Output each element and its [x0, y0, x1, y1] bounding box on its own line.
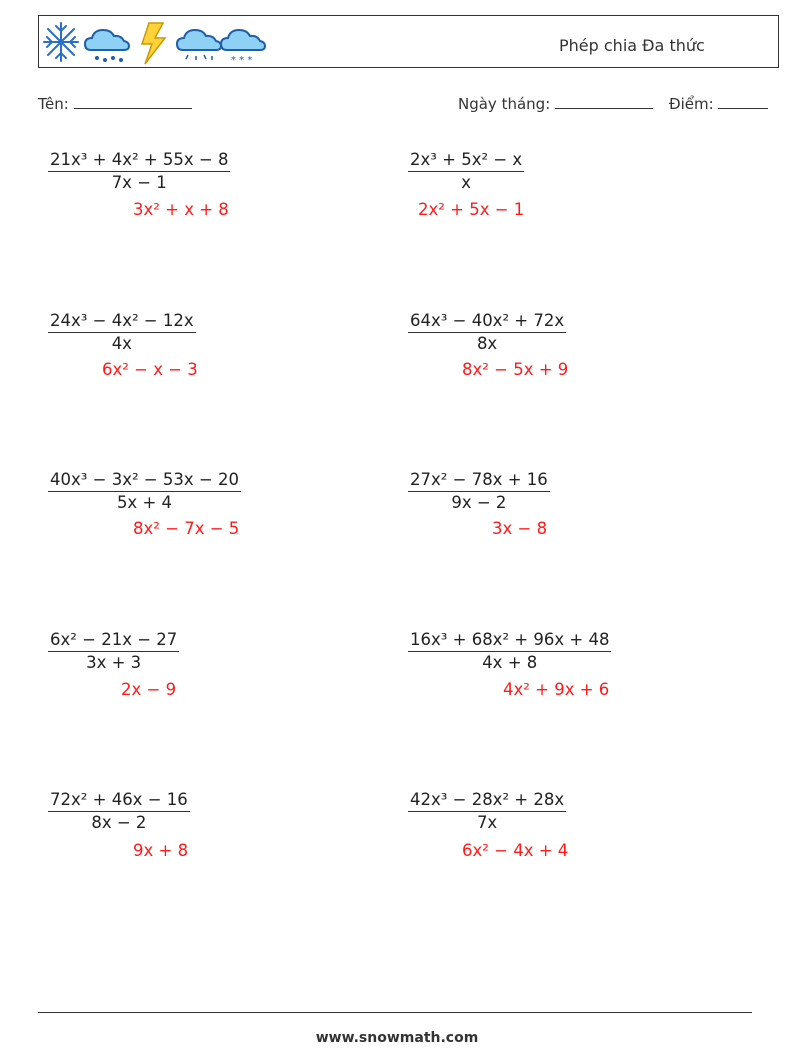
date-label: Ngày tháng: — [458, 95, 551, 113]
fraction-bar — [48, 491, 241, 492]
numerator: 2x³ + 5x² − x — [410, 150, 523, 169]
denominator: 4x — [111, 334, 132, 353]
denominator: 3x + 3 — [86, 653, 142, 672]
score-field[interactable] — [669, 95, 768, 113]
denominator: 5x + 4 — [116, 493, 173, 512]
name-label: Tên: — [38, 95, 69, 113]
denominator: 4x + 8 — [482, 653, 538, 672]
problem-6 — [408, 470, 550, 512]
problem-4 — [408, 311, 566, 353]
fraction-bar — [408, 651, 611, 652]
problem-8 — [408, 630, 611, 672]
denominator: 7x − 1 — [111, 173, 167, 192]
name-field[interactable] — [38, 95, 192, 113]
denominator: x — [461, 173, 471, 192]
numerator: 21x³ + 4x² + 55x − 8 — [50, 150, 229, 169]
fraction-bar — [408, 811, 566, 812]
problem-2 — [408, 150, 524, 192]
problem-7 — [48, 630, 179, 672]
answer: 9x + 8 — [133, 841, 189, 860]
answer: 3x − 8 — [492, 519, 548, 538]
footer-url[interactable]: www.snowmath.com — [315, 1030, 479, 1046]
answer: 8x² − 5x + 9 — [462, 360, 569, 379]
name-blank[interactable] — [74, 95, 192, 109]
fraction-bar — [48, 332, 196, 333]
problem-5 — [48, 470, 241, 512]
rain-cloud-icon — [177, 30, 221, 60]
numerator: 27x² − 78x + 16 — [410, 470, 548, 489]
header-box — [38, 15, 779, 68]
numerator: 72x² + 46x − 16 — [50, 790, 188, 809]
denominator: 8x − 2 — [91, 813, 147, 832]
numerator: 6x² − 21x − 27 — [50, 630, 178, 649]
answer: 3x² + x + 8 — [133, 200, 229, 219]
numerator: 16x³ + 68x² + 96x + 48 — [410, 630, 610, 649]
lightning-icon — [142, 23, 165, 64]
problem-3 — [48, 311, 196, 353]
page-title: Phép chia Đa thức — [559, 36, 705, 55]
problem-9 — [48, 790, 190, 832]
answer: 8x² − 7x − 5 — [133, 519, 240, 538]
fraction-bar — [48, 171, 230, 172]
answer: 2x − 9 — [121, 680, 177, 699]
fraction-bar — [408, 332, 566, 333]
answer: 6x² − 4x + 4 — [462, 841, 569, 860]
answer: 2x² + 5x − 1 — [418, 200, 525, 219]
denominator: 9x − 2 — [451, 493, 507, 512]
svg-text:* * *: * * * — [231, 55, 253, 66]
date-field[interactable] — [458, 95, 653, 113]
numerator: 24x³ − 4x² − 12x — [50, 311, 194, 330]
numerator: 64x³ − 40x² + 72x — [410, 311, 565, 330]
snow-cloud-icon — [221, 30, 265, 66]
score-blank[interactable] — [718, 95, 768, 109]
fraction-bar — [408, 171, 524, 172]
rain-cloud-icon — [85, 30, 129, 62]
date-blank[interactable] — [555, 95, 653, 109]
fraction-bar — [48, 811, 190, 812]
problem-10 — [408, 790, 566, 832]
footer-divider — [38, 1012, 752, 1013]
score-label: Điểm: — [669, 95, 714, 113]
denominator: 8x — [476, 334, 498, 353]
answer: 6x² − x − 3 — [102, 360, 198, 379]
numerator: 42x³ − 28x² + 28x — [410, 790, 565, 809]
problem-1 — [48, 150, 230, 192]
fraction-bar — [408, 491, 550, 492]
weather-icons — [41, 20, 281, 66]
snowflake-icon — [44, 23, 78, 61]
answer: 4x² + 9x + 6 — [503, 680, 610, 699]
fraction-bar — [48, 651, 179, 652]
numerator: 40x³ − 3x² − 53x − 20 — [50, 470, 239, 489]
denominator: 7x — [476, 813, 498, 832]
